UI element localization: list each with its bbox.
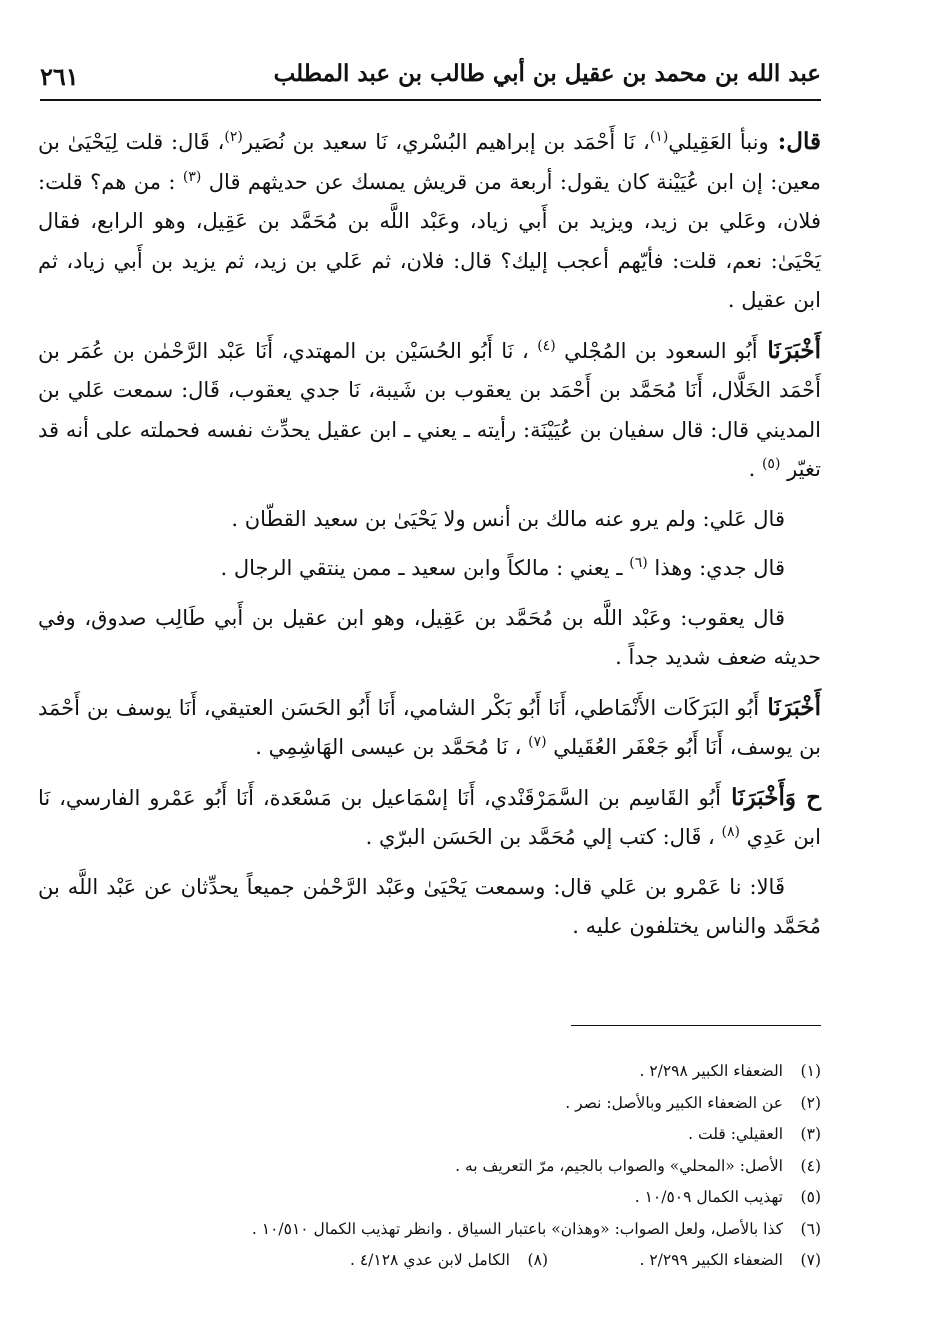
footnote-number: (٣) (800, 1125, 821, 1143)
text-run: أَبُو البَرَكَات الأَنْمَاطي، أَنَا أَبُو بَكْر الشامي، أَنَا أَبُو الحَسَن العتيقي، أَنَا يوسف بن أَحْمَد بن يوسف، أَنَا أَبُو جَعْفَر العُقَيلي (38, 695, 821, 759)
text-run: قال يعقوب: وعَبْد اللَّه بن مُحَمَّد بن عَقِيل، وهو ابن عقيل بن أَبي طَالِب صدوق، وفي حديثه ضعف شديد جداً . (38, 605, 821, 669)
text-run: ، قَال: قلت لِيَحْيَىٰ بن معين: إن ابن عُيَيْنة كان يقول: أربعة من قريش يمسك عن حديثهم قال (38, 130, 821, 194)
footnote-reference: (٦) (629, 555, 648, 571)
footnote (350, 1246, 548, 1274)
footnote (120, 1183, 821, 1215)
footnote (120, 1057, 821, 1089)
text-run: : من هم؟ قلت: فلان، وعَلي بن زيد، ويزيد بن أَبي زياد، وعَبْد اللَّه بن مُحَمَّد بن عَقِيل، وهو الرابع، فقال يَحْيَىٰ: نعم، قلت: فأيّهم أعجب إليك؟ قال: فلان، ثم عَلي بن زيد، ثم يزيد بن أَبي زياد، ثم ابن عقيل . (38, 169, 821, 312)
text-run: ، نَا مُحَمَّد بن عيسى الهَاشِمِي . (255, 735, 529, 759)
footnote-text: الكامل لابن عدي ٤/١٢٨ . (350, 1251, 510, 1269)
narration-lead: أَخْبَرَنَا (759, 693, 822, 721)
text-run: قال عَلي: ولم يرو عنه مالك بن أنس ولا يَحْيَىٰ بن سعيد القطّان . (231, 506, 785, 531)
paragraph (38, 549, 821, 589)
paragraph (38, 500, 821, 540)
footnote-text: كذا بالأصل، ولعل الصواب: «وهذان» باعتبار السياق . وانظر تهذيب الكمال ١٠/٥١٠ . (251, 1219, 783, 1238)
paragraph (38, 331, 821, 490)
page-number: ٢٦١ (40, 62, 79, 91)
footnote-text: الأصل: «المحلي» والصواب بالجيم، مرّ التعريف به . (455, 1156, 783, 1175)
footnote-number: (٧) (800, 1251, 821, 1269)
footnote-reference: (٥) (761, 456, 781, 472)
paragraph (38, 599, 821, 678)
footnote-number: (٢) (800, 1093, 821, 1112)
footnote-text: الضعفاء الكبير ٢/٢٩٩ . (639, 1251, 783, 1269)
text-run: أَبُو السعود بن المُجْلي (555, 338, 758, 363)
footnote-text: عن الضعفاء الكبير وبالأصل: نصر . (565, 1093, 783, 1112)
text-run: ، قَال: كتب إلي مُحَمَّد بن الحَسَن البرّي . (365, 825, 722, 849)
footnote-number: (١) (800, 1062, 821, 1080)
paragraph (38, 688, 821, 768)
footnote (120, 1089, 821, 1121)
footnote (120, 1152, 821, 1184)
footnote-number: (٤) (800, 1156, 821, 1175)
footnote-reference: (٤) (537, 337, 556, 354)
header-rule (40, 99, 821, 101)
text-run: ، نَا أَحْمَد بن إبراهيم البُسْري، نَا سعيد بن نُصَير (242, 130, 650, 154)
text-run: . (748, 457, 762, 481)
text-run: ـ يعني : مالكاً وابن سعيد ـ ممن ينتقي الرجال . (220, 556, 630, 580)
footnote-number: (٨) (527, 1251, 548, 1269)
footnotes (120, 1057, 821, 1278)
main-text (38, 122, 821, 957)
page-header (40, 60, 821, 100)
paragraph (38, 778, 821, 858)
footnote (120, 1246, 821, 1278)
narration-lead: ح وَأَخْبَرَنَا (720, 783, 821, 811)
text-run: ونبأ العَقِيلي (668, 130, 769, 154)
footnote-text: العقيلي: قلت . (688, 1125, 783, 1143)
narration-lead: قال: (768, 128, 821, 155)
footnote-reference: (٧) (528, 734, 547, 750)
text-run: أَبُو القَاسِم بن السَّمَرْقَنْدي، أَنَا إسْمَاعيل بن مَسْعَدة، أَنَا أَبُو عَمْرو الفارسي، نَا ابن عَدِي (38, 785, 821, 849)
footnote-text: الضعفاء الكبير ٢/٢٩٨ . (639, 1062, 783, 1080)
footnote (120, 1120, 821, 1152)
footnote-separator (571, 1025, 821, 1026)
footnote-reference: (٣) (182, 168, 202, 185)
paragraph (38, 868, 821, 947)
running-title: عبد الله بن محمد بن عقيل بن أبي طالب بن عبد المطلب (273, 60, 821, 87)
footnote-reference: (١) (649, 129, 669, 145)
footnote-reference: (٢) (224, 129, 243, 145)
footnote-reference: (٨) (721, 824, 740, 840)
footnote (120, 1215, 821, 1247)
text-run: ، نَا أَبُو الحُسَيْن بن المهتدي، أَنَا عَبْد الرَّحْمٰن بن عُمَر بن أَحْمَد الخَلَّال، أَنَا مُحَمَّد بن أَحْمَد بن يعقوب بن شَيبة، نَا جدي يعقوب، قَال: سمعت عَلي بن المديني قال: قال سفيان بن عُيَيْنَة: رأيته ـ يعني ـ ابن عقيل يحدِّث نفسه فحملته على أنه قد تغيّر (38, 338, 821, 481)
paragraph (38, 122, 821, 321)
footnote-number: (٦) (800, 1219, 821, 1238)
text-run: قَالا: نا عَمْرو بن عَلي قال: وسمعت يَحْيَىٰ وعَبْد الرَّحْمٰن جميعاً يحدِّثان عن عَبْد اللَّه بن مُحَمَّد والناس يختلفون عليه . (38, 874, 821, 938)
footnote-text: تهذيب الكمال ١٠/٥٠٩ . (634, 1188, 783, 1206)
text-run: قال جدي: وهذا (647, 556, 785, 580)
footnote-number: (٥) (800, 1188, 821, 1206)
narration-lead: أَخْبَرَنَا (757, 336, 822, 364)
